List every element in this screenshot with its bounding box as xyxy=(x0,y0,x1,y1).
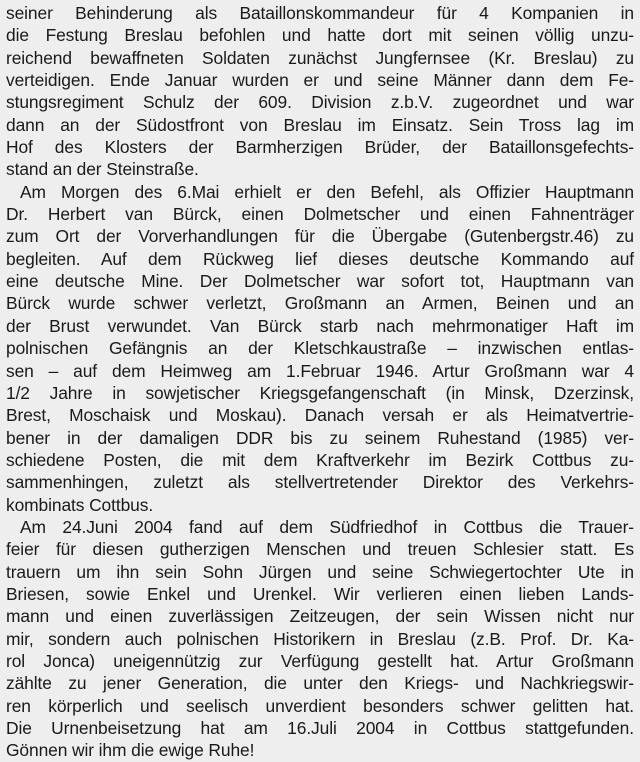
text-line: Dr. Herbert van Bürck, einen Dolmetscher und einen Fahnenträger xyxy=(6,204,634,225)
text-line: die Festung Breslau befohlen und hatte dort mit seinen völlig unzu- xyxy=(6,25,634,46)
text-line: polnischen Gefängnis an der Kletschkaustraße – inzwischen entlas- xyxy=(6,338,634,359)
paragraph-3 xyxy=(6,516,634,762)
paragraph-1 xyxy=(6,2,634,181)
text-line: dann an der Südostfront von Breslau im Einsatz. Sein Tross lag im xyxy=(6,114,634,135)
text-line: stand an der Steinstraße. xyxy=(6,159,199,180)
text-line: sen – auf dem Heimweg am 1.Februar 1946. Artur Großmann war 4 xyxy=(6,360,634,381)
text-line: eine deutsche Mine. Der Dolmetscher war sofort tot, Hauptmann van xyxy=(6,271,634,292)
text-line: mann und einen zuverlässigen Zeitzeugen, der sein Wissen nicht nur xyxy=(6,606,634,627)
text-line: sammenhingen, zuletzt als stellvertretender Direktor des Verkehrs- xyxy=(6,472,634,493)
text-line: bener in der damaligen DDR bis zu seinem Ruhestand (1985) ver- xyxy=(6,427,634,448)
text-line: zum Ort der Vorverhandlungen für die Übergabe (Gutenbergstr.46) zu xyxy=(6,226,634,247)
text-line: Hof des Klosters der Barmherzigen Brüder, der Bataillonsgefechts- xyxy=(6,137,634,158)
text-line: Brest, Moschaisk und Moskau). Danach versah er als Heimatvertrie- xyxy=(6,405,634,426)
text-line: Am Morgen des 6.Mai erhielt er den Befehl, als Offizier Hauptmann xyxy=(20,181,634,202)
text-line: schiedene Posten, die mit dem Kraftverkehr im Bezirk Cottbus zu- xyxy=(6,449,634,470)
text-line: Am 24.Juni 2004 fand auf dem Südfriedhof in Cottbus die Trauer- xyxy=(20,516,634,537)
text-line: Die Urnenbeisetzung hat am 16.Juli 2004 in Cottbus stattgefunden. xyxy=(6,718,634,738)
text-line: stungsregiment Schulz der 609. Division z.b.V. zugeordnet und war xyxy=(6,92,634,113)
text-line: Briesen, sowie Enkel und Urenkel. Wir verlieren einen lieben Lands- xyxy=(6,583,634,604)
text-line: reichend bewaffneten Soldaten zunächst Jungfernsee (Kr. Breslau) zu xyxy=(6,47,634,68)
text-line: ren körperlich und seelisch unverdient besonders schwer gelitten hat. xyxy=(6,695,634,716)
paragraph-2 xyxy=(6,181,634,516)
text-line: 1/2 Jahre in sowjetischer Kriegsgefangenschaft (in Minsk, Dzerzinsk, xyxy=(6,382,634,403)
text-line: rol Jonca) uneigennützig zur Verfügung gestellt hat. Artur Großmann xyxy=(6,650,634,671)
text-line: der Brust verwundet. Van Bürck starb nach mehrmonatiger Haft im xyxy=(6,315,634,336)
text-line: mir, sondern auch polnischen Historikern in Breslau (z.B. Prof. Dr. Ka- xyxy=(6,628,634,649)
text-line: seiner Behinderung als Bataillonskommandeur für 4 Kompanien in xyxy=(6,3,634,23)
text-line: zählte zu jener Generation, die unter den Kriegs- und Nachkriegswir- xyxy=(6,673,634,694)
text-line: feier für diesen gutherzigen Menschen und treuen Schlesier statt. Es xyxy=(6,539,634,560)
text-line: trauern um ihn sein Sohn Jürgen und seine Schwiegertochter Ute in xyxy=(6,561,634,582)
text-line: begleiten. Auf dem Rückweg lief dieses deutsche Kommando auf xyxy=(6,248,634,269)
text-line: Gönnen wir ihm die ewige Ruhe! xyxy=(6,740,255,761)
text-line: verteidigen. Ende Januar wurden er und seine Männer dann dem Fe- xyxy=(6,70,634,91)
text-line: Bürck wurde schwer verletzt, Großmann an Armen, Beinen und an xyxy=(6,293,634,314)
text-line: kombinats Cottbus. xyxy=(6,494,154,515)
